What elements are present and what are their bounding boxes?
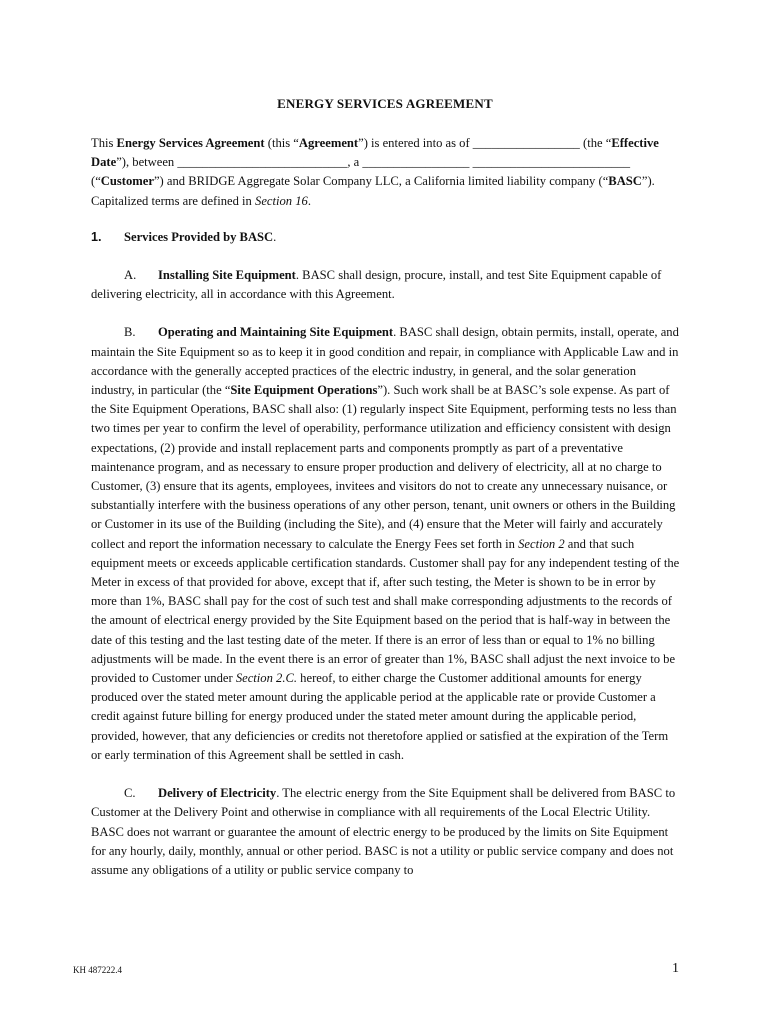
document-body bbox=[91, 134, 681, 899]
defined-term-effective-date: Effective Date bbox=[91, 136, 659, 170]
paragraph-text: ”). Such work shall be at BASC’s sole expense. As part of the Site Equipment Operations, BASC shall also: (1) regularly inspect Site Equipment, performing tests no less than two times per year to confirm the level of operability, performance utilization and efficiency consistent with design expectations, (2) provide and install replacement parts and components promptly as part of a preventative maintenance program, and as necessary to ensure proper production and delivery of electricity, all at no charge to Customer, (3) ensure that its agents, employees, invitees and visitors do not to create any unnecessary nuisance, or substantially interfere with the business operations of any other person, tenant, unit owners or others in the Building or Customer in its use of the Building (including the Site), and (4) ensure that the Meter will fairly and accurately collect and report the information necessary to calculate the Energy Fees set forth in bbox=[91, 383, 677, 551]
defined-term-site-equipment-operations: Site Equipment Operations bbox=[230, 383, 378, 398]
paragraph-text: . The electric energy from the Site Equipment shall be delivered from BASC to Customer at the Delivery Point and otherwise in compliance with all requirements of the Local Electric Utility. BASC does not warrant or guarantee the amount of electric energy to be produced by the limits on Site Equipment for any hourly, daily, monthly, annual or other period. BASC is not a utility or public service company and does not assume any obligations of a utility or public service company to bbox=[91, 786, 676, 877]
document-id: KH 487222.4 bbox=[73, 965, 122, 975]
section-1-heading bbox=[91, 228, 681, 247]
defined-term-customer: Customer bbox=[100, 174, 154, 189]
defined-term-agreement-name: Energy Services Agreement bbox=[116, 136, 265, 150]
paragraph-letter: B. bbox=[124, 325, 136, 340]
paragraph-text: and that such equipment meets or exceeds applicable certification standards. Customer shall pay for any independent testing of the Meter in excess of that provided for above, except that if, after such testing, the Meter is shown to be in error by more than 1%, BASC shall pay for the cost of such test and shall make corresponding adjustments to the records of the amount of electrical energy provided by the Site Equipment based on the period that is half-way in between the date of this testing and the last testing date of the meter. If there is an error of less than or equal to 1% no billing adjustments will be made. In the event there is an error of greater than 1%, BASC shall adjust the next invoice to be provided to Customer under bbox=[91, 536, 680, 686]
paragraph-c bbox=[91, 784, 681, 880]
intro-text: (this “ bbox=[264, 136, 299, 150]
section-reference: Section 2.C. bbox=[235, 671, 298, 686]
paragraph-text: . BASC shall design, obtain permits, install, operate, and maintain the Site Equipment so as to keep it in good condition and repair, in compliance with Applicable Law and in accordance with the generally accepted practices of the electric industry, in general, and the solar generation industry, in particular (the “ bbox=[91, 325, 679, 398]
intro-text: . bbox=[307, 193, 311, 208]
paragraph-heading: Delivery of Electricity bbox=[158, 786, 277, 801]
intro-paragraph bbox=[91, 134, 681, 211]
section-title: Services Provided by BASC bbox=[124, 229, 274, 244]
paragraph-heading: Operating and Maintaining Site Equipment bbox=[158, 325, 394, 340]
intro-text: This bbox=[91, 136, 117, 150]
section-period: . bbox=[273, 229, 277, 244]
section-number: 1. bbox=[91, 229, 102, 244]
section-reference: Section 16 bbox=[255, 193, 308, 208]
intro-text: ”), between ___________________________, a _________________ _________________________ (“ bbox=[91, 155, 631, 189]
paragraph-letter: C. bbox=[124, 786, 136, 801]
paragraph-text: . BASC shall design, procure, install, and test Site Equipment capable of delivering electricity, all in accordance with this Agreement. bbox=[91, 268, 662, 302]
page-number: 1 bbox=[672, 961, 679, 976]
document-title: ENERGY SERVICES AGREEMENT bbox=[277, 96, 493, 111]
intro-text: ”) and BRIDGE Aggregate Solar Company LLC, a California limited liability company (“ bbox=[153, 174, 609, 189]
section-reference: Section 2 bbox=[518, 536, 565, 551]
paragraph-text: hereof, to either charge the Customer additional amounts for energy produced over the stated meter amount during the applicable period at the applicable rate or provide Customer a credit against future billing for energy produced under the stated meter amount during the applicable period, provided, however, that any deficiencies or credits not theretofore applied or satisfied at the expiration of the Term or early termination of this Agreement shall be settled in cash. bbox=[91, 671, 669, 762]
defined-term-basc: BASC bbox=[608, 174, 642, 189]
intro-text: ”) is entered into as of _________________ (the “ bbox=[358, 136, 612, 150]
paragraph-letter: A. bbox=[124, 268, 137, 283]
paragraph-heading: Installing Site Equipment bbox=[158, 268, 296, 283]
paragraph-b bbox=[91, 323, 681, 765]
paragraph-a bbox=[91, 266, 681, 304]
defined-term-agreement: Agreement bbox=[298, 136, 359, 150]
intro-text: ”). Capitalized terms are defined in bbox=[91, 174, 655, 208]
